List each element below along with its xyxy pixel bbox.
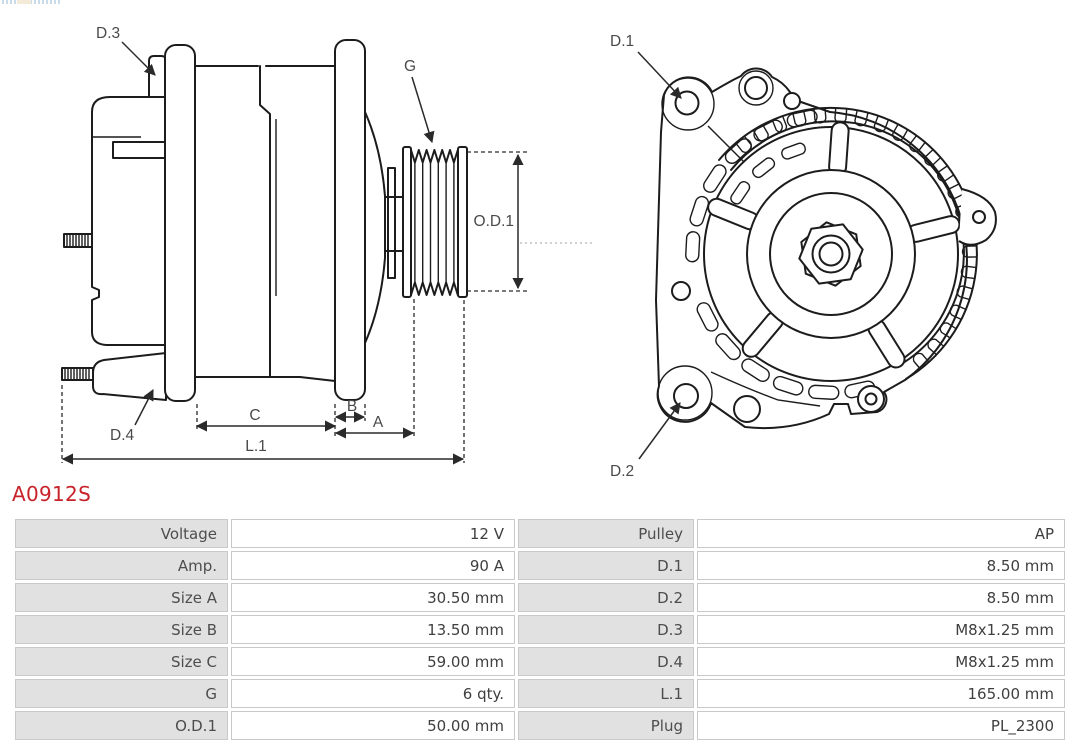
spec-value: 12 V: [231, 519, 515, 548]
spec-value: M8x1.25 mm: [697, 615, 1065, 644]
spec-value: 165.00 mm: [697, 679, 1065, 708]
spec-value: 8.50 mm: [697, 551, 1065, 580]
spec-label: D.3: [518, 615, 694, 644]
label-b: B: [346, 398, 358, 415]
spec-label: Pulley: [518, 519, 694, 548]
hub: [747, 170, 915, 338]
mount-lug-d4: [93, 353, 166, 400]
label-d2: D.2: [610, 463, 635, 480]
upper-stud: [64, 234, 92, 247]
pulley: [403, 147, 467, 297]
spec-label: Plug: [518, 711, 694, 740]
table-row: [15, 647, 1065, 676]
table-row: [15, 551, 1065, 580]
stator-body: [195, 66, 335, 381]
label-d1: D.1: [610, 33, 635, 50]
table-row: [15, 519, 1065, 548]
annotation-d3: [96, 25, 155, 75]
label-d3: D.3: [96, 25, 121, 42]
spec-label: Size B: [15, 615, 228, 644]
spec-value: M8x1.25 mm: [697, 647, 1065, 676]
spec-label: Voltage: [15, 519, 228, 548]
table-row: [15, 583, 1065, 612]
spec-value: PL_2300: [697, 711, 1065, 740]
spec-value: 30.50 mm: [231, 583, 515, 612]
spec-label: G: [15, 679, 228, 708]
spec-label: D.2: [518, 583, 694, 612]
label-od1: O.D.1: [473, 213, 514, 230]
label-l1: L.1: [245, 438, 267, 455]
hole-d2: [674, 384, 698, 408]
spec-value: 59.00 mm: [231, 647, 515, 676]
table-row: [15, 615, 1065, 644]
spec-value: 8.50 mm: [697, 583, 1065, 612]
lower-stud: [62, 368, 93, 380]
mount-ear-front: [335, 40, 365, 400]
spec-value: 90 A: [231, 551, 515, 580]
dimension-c: [197, 404, 335, 437]
spec-label: D.4: [518, 647, 694, 676]
spec-value: 50.00 mm: [231, 711, 515, 740]
spec-label: Size C: [15, 647, 228, 676]
spec-label: L.1: [518, 679, 694, 708]
spec-label: Size A: [15, 583, 228, 612]
table-row: [15, 679, 1065, 708]
annotation-g: [404, 58, 432, 142]
side-view: [62, 25, 592, 463]
spec-value: AP: [697, 519, 1065, 548]
front-view: [610, 33, 996, 480]
table-row: [15, 711, 1065, 740]
label-g: G: [404, 58, 417, 75]
part-number-title: A0912S: [12, 482, 92, 506]
regulator-ear: [959, 189, 996, 245]
mount-lug-d3: [149, 56, 166, 97]
dimension-od1: [467, 152, 592, 291]
spec-label: Amp.: [15, 551, 228, 580]
label-d4: D.4: [110, 427, 135, 444]
label-c: C: [249, 407, 261, 424]
drive-end-nose: [365, 112, 403, 343]
spec-label: O.D.1: [15, 711, 228, 740]
spec-value: 13.50 mm: [231, 615, 515, 644]
spec-label: D.1: [518, 551, 694, 580]
rear-housing: [92, 97, 166, 345]
spec-value: 6 qty.: [231, 679, 515, 708]
spec-table: [12, 516, 1068, 743]
dimension-b: [336, 398, 365, 421]
mount-ear-rear: [165, 45, 195, 401]
label-a: A: [372, 414, 384, 431]
